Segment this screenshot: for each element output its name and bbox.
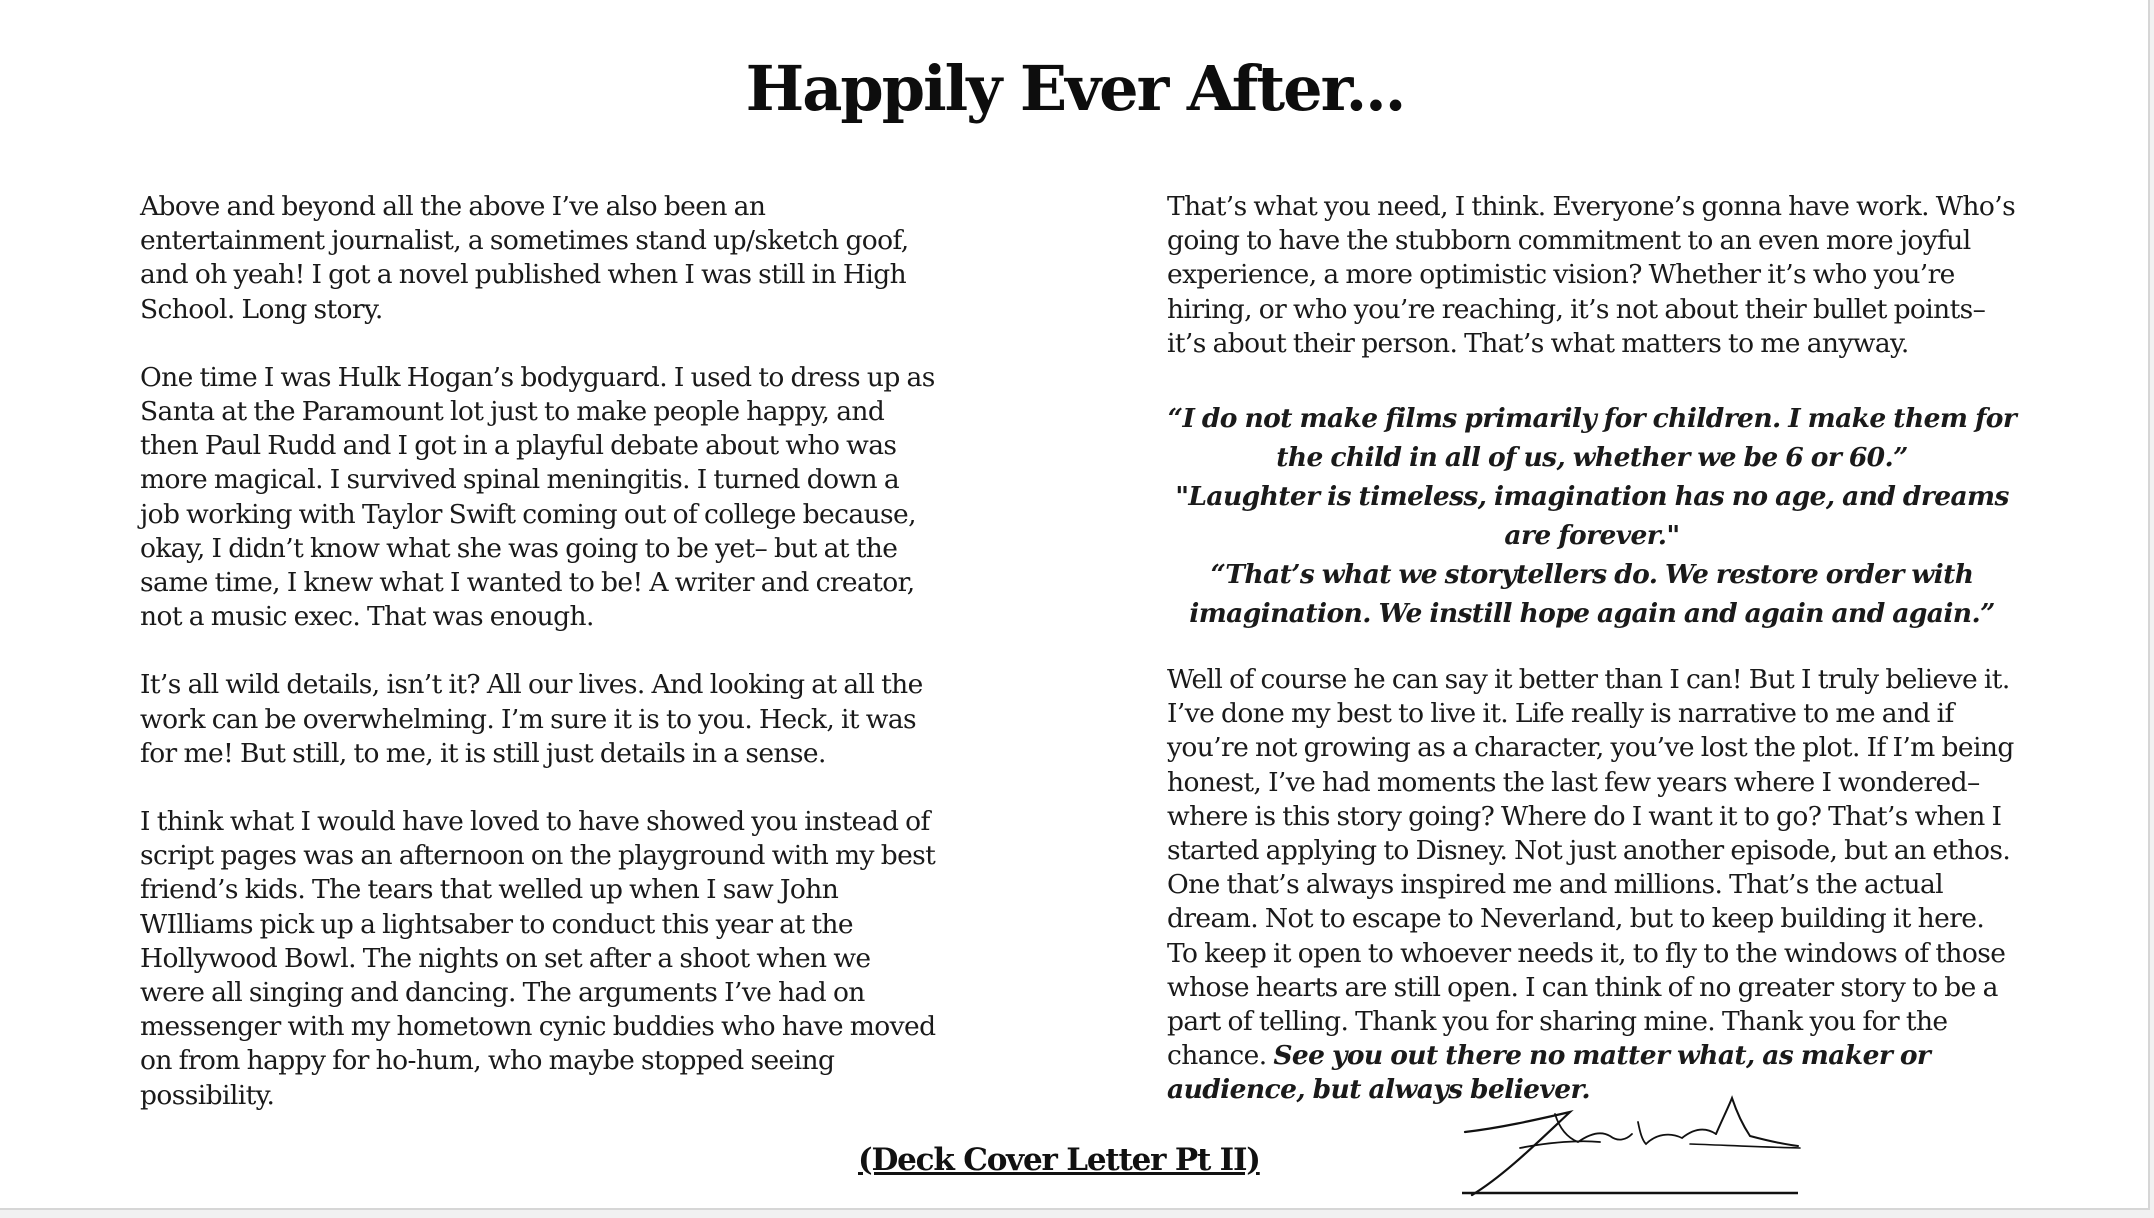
deck-cover-letter-link[interactable]: (Deck Cover Letter Pt II) [858,1142,1260,1178]
quote-block [1167,395,2017,633]
closing-emphasis: See you out there no matter what, as maker or audience, but always believer. [1167,1040,1931,1106]
left-column [140,190,940,1147]
right-column [1167,190,2017,1142]
quote-2: "Laughter is timeless, imagination has no age, and dreams are forever." [1175,481,2009,552]
left-paragraph-4: I think what I would have loved to have showed you instead of script pages was an afternoon on the playground with my best friend’s kids. The tears that welled up when I saw John WIlliams pick up a lightsaber to conduct this year at the Hollywood Bowl. The nights on set after a shoot when we were all singing and dancing. The arguments I’ve had on messenger with my hometown cynic buddies who have moved on from happy for ho-hum, who maybe stopped seeing possibility. [140,806,936,1111]
left-paragraph-3: It’s all wild details, isn’t it? All our lives. And looking at all the work can be overwhelming. I’m sure it is to you. Heck, it was for me! But still, to me, it is still just details in a sense. [140,669,923,769]
left-paragraph-1: Above and beyond all the above I’ve also been an entertainment journalist, a sometimes stand up/sketch goof, and oh yeah! I got a novel published when I was still in High School. Long story. [140,191,909,325]
right-intro-paragraph: That’s what you need, I think. Everyone’s gonna have work. Who’s going to have the stubborn commitment to an even more joyful experience, a more optimistic vision? Whether it’s who you’re hiring, or who you’re reaching, it’s not about their bullet points– it’s about their person. That’s what matters to me anyway. [1167,191,2016,359]
left-paragraph-2: One time I was Hulk Hogan’s bodyguard. I used to dress up as Santa at the Paramount lot just to make people happy, and then Paul Rudd and I got in a playful debate about who was more magical. I survived spinal meningitis. I turned down a job working with Taylor Swift coming out of college because, okay, I didn’t know what she was going to be yet– but at the same time, I knew what I wanted to be! A writer and creator, not a music exec. That was enough. [140,361,935,633]
closing-paragraph [1167,663,2017,1108]
quote-1: “I do not make films primarily for children. I make them for the child in all of us, whether we be 6 or 60.” [1167,403,2017,474]
quote-3: “That’s what we storytellers do. We restore order with imagination. We instill hope again and again and again.” [1189,559,1995,630]
signature-icon [1460,1090,1805,1200]
closing-text: Well of course he can say it better than I can! But I truly believe it. I’ve done my best to live it. Life really is narrative to me and if you’re not growing as a character, you’ve lost the plot. If I’m being honest, I’ve had moments the last few years where I wondered– where is this story going? Where do I want it to go? That’s when I started applying to Disney. Not just another episode, but an ethos. One that’s always inspired me and millions. That’s the actual dream. Not to escape to Neverland, but to keep building it here. To keep it open to whoever needs it, to fly to the windows of those whose hearts are still open. I can think of no greater story to be a part of telling. Thank you for sharing mine. Thank you for the chance. [1167,664,2014,1072]
page-title: Happily Ever After... [745,52,1405,125]
